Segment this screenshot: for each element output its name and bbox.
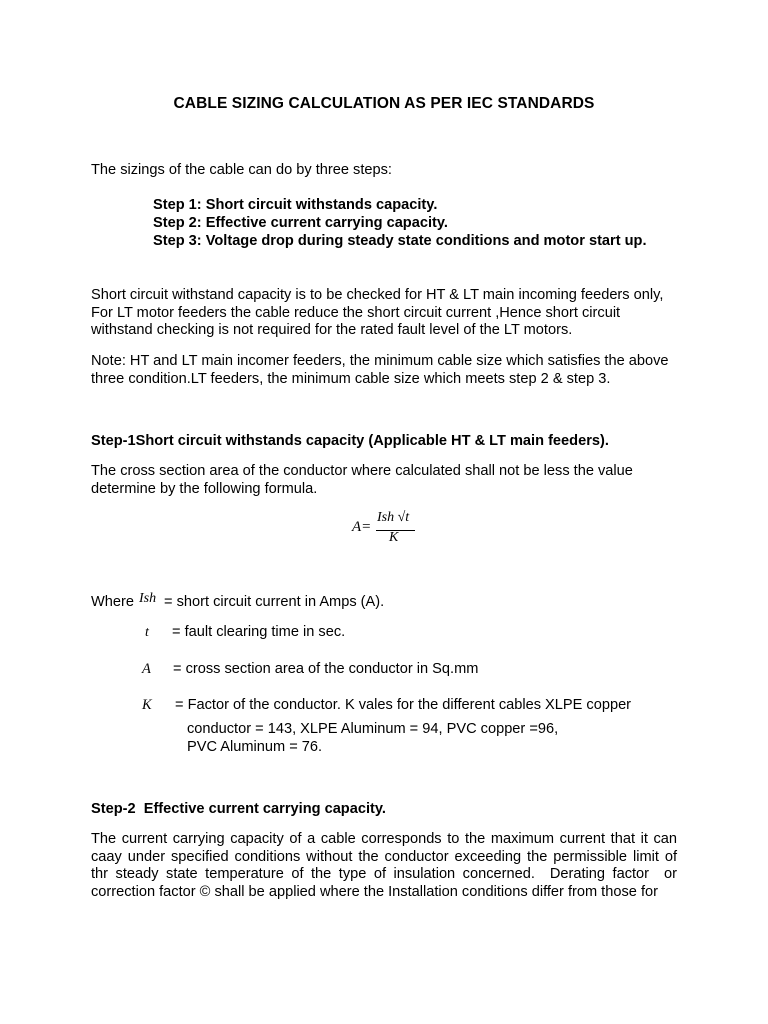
- def-k-line-3: PVC Aluminum = 76.: [187, 739, 323, 755]
- def-symbol-a: A: [142, 661, 151, 677]
- step1-heading: Step-1Short circuit withstands capacity (Applicable HT & LT main feeders).: [91, 433, 609, 449]
- def-k-line-2: conductor = 143, XLPE Aluminum = 94, PVC copper =96,: [187, 721, 559, 737]
- where-label: Where: [91, 594, 134, 610]
- note-paragraph: Note: HT and LT main incomer feeders, the minimum cable size which satisfies the above three condition.LT feeders, the minimum cable size which meets step 2 & step 3.: [91, 353, 669, 387]
- step2-paragraph: The current carrying capacity of a cable corresponds to the maximum current that it can caay under specified conditions without the conductor exceeding the permissible limit of thr steady state temperature of the type of insulation concerned. Derating factor or correction factor © shall be applied where the Installation conditions differ from those for: [91, 831, 682, 900]
- def-symbol-ish: Ish: [139, 591, 157, 606]
- step-list-item-2: Step 2: Effective current carrying capacity.: [153, 215, 448, 231]
- intro-text: The sizings of the cable can do by three steps:: [91, 162, 392, 178]
- step-list-item-3: Step 3: Voltage drop during steady state conditions and motor start up.: [153, 233, 647, 249]
- formula-denominator: K: [389, 530, 399, 545]
- page-title: CABLE SIZING CALCULATION AS PER IEC STANDARDS: [173, 95, 595, 112]
- def-text-a: = cross section area of the conductor in Sq.mm: [173, 661, 479, 677]
- step-list-item-1: Step 1: Short circuit withstands capacity.: [153, 197, 438, 213]
- step1-paragraph: The cross section area of the conductor where calculated shall not be less the value determine by the following formula.: [91, 463, 633, 497]
- def-text-ish: = short circuit current in Amps (A).: [164, 594, 385, 610]
- step2-heading: Step-2 Effective current carrying capacity.: [91, 801, 386, 817]
- def-text-k: = Factor of the conductor. K vales for the different cables XLPE copper: [175, 697, 632, 713]
- def-symbol-k: K: [142, 697, 152, 713]
- short-circuit-paragraph: Short circuit withstand capacity is to be checked for HT & LT main incoming feeders only, For LT motor feeders the cable reduce the short circuit current ,Hence short circuit withstand checking is not required for the rated fault level of the LT motors.: [91, 287, 664, 338]
- formula-lhs: A=: [352, 519, 372, 535]
- formula-numerator: Ish √t: [377, 510, 410, 525]
- def-symbol-t: t: [145, 625, 149, 640]
- def-text-t: = fault clearing time in sec.: [172, 624, 346, 640]
